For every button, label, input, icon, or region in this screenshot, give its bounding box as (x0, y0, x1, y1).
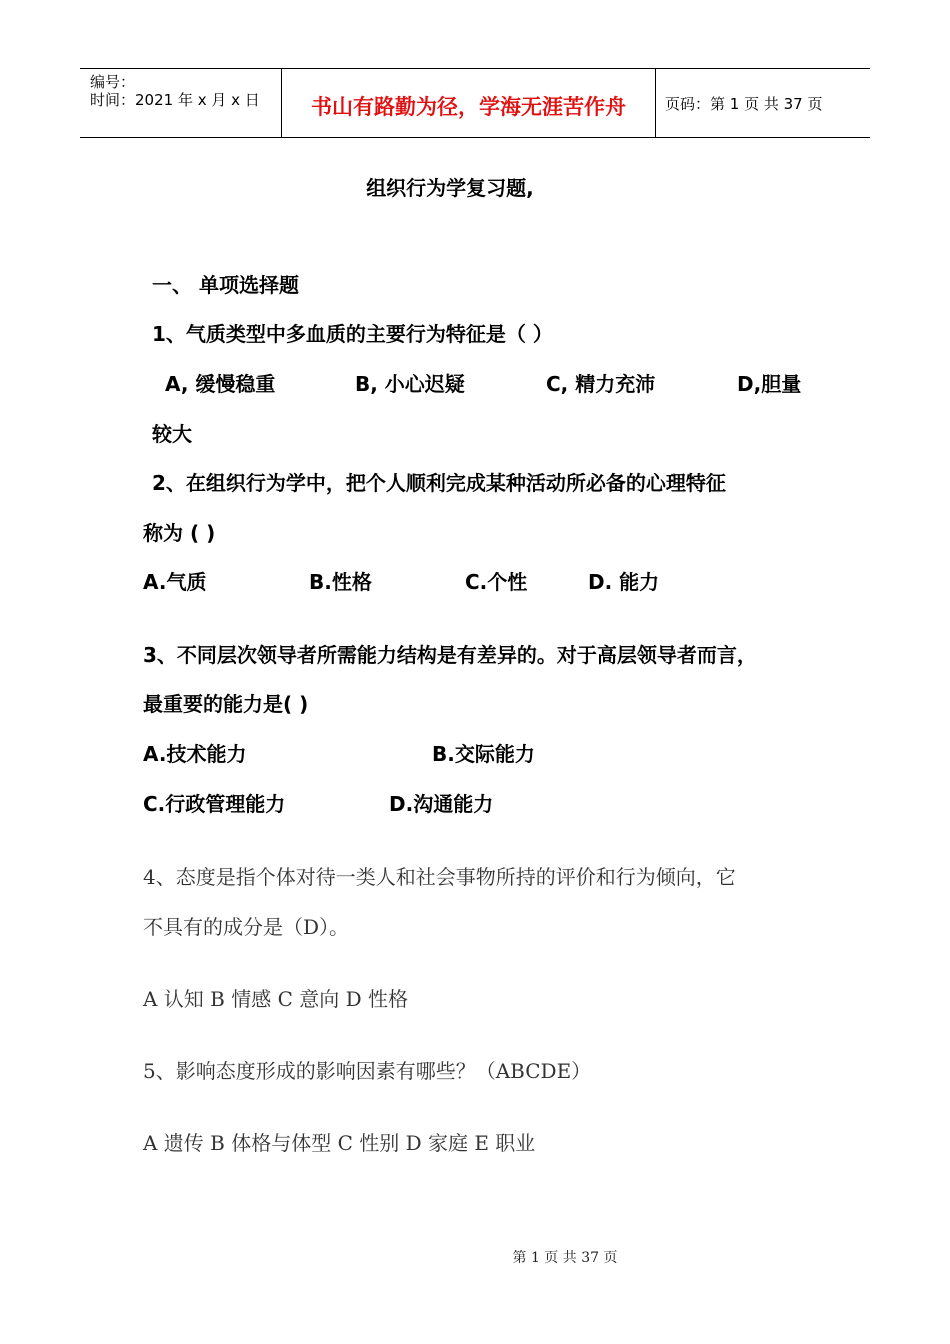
q2-option-b: B.性格 (309, 570, 372, 594)
document-title: 组织行为学复习题, (366, 176, 534, 200)
header-page-cell (655, 69, 870, 137)
q4-stem-line2: 不具有的成分是（D）。 (143, 915, 350, 939)
q3-option-d: D.沟通能力 (389, 792, 494, 816)
motto-text: 书山有路勤为径，学海无涯苦作舟 (311, 95, 626, 119)
header-motto-cell (281, 69, 656, 137)
q3-option-a: A.技术能力 (143, 742, 247, 766)
q1-option-b: B, 小心迟疑 (355, 372, 465, 396)
q5-options: A 遗传 B 体格与体型 C 性别 D 家庭 E 职业 (143, 1131, 536, 1155)
q1-option-d: D,胆量 (737, 372, 802, 396)
q1-option-a: A, 缓慢稳重 (165, 372, 276, 396)
date-label: 时间：2021 年 x 月 x 日 (90, 91, 260, 109)
page-header (80, 68, 870, 138)
page-info: 页码：第 1 页 共 37 页 (665, 95, 823, 113)
q5-stem: 5、影响态度形成的影响因素有哪些？（ABCDE） (143, 1059, 592, 1083)
q4-options: A 认知 B 情感 C 意向 D 性格 (143, 987, 408, 1011)
q2-option-c: C.个性 (465, 570, 528, 594)
q2-stem-line2: 称为 ( ) (143, 521, 216, 545)
q3-option-b: B.交际能力 (432, 742, 535, 766)
q3-option-c: C.行政管理能力 (143, 792, 286, 816)
section-heading: 一、 单项选择题 (152, 273, 299, 297)
q3-stem-line2: 最重要的能力是( ) (143, 692, 309, 716)
q1-stem: 1、气质类型中多血质的主要行为特征是（ ） (152, 322, 553, 346)
number-label: 编号： (90, 73, 136, 91)
q2-stem-line1: 2、在组织行为学中，把个人顺利完成某种活动所必备的心理特征 (152, 471, 726, 495)
header-meta-cell (80, 69, 281, 137)
q1-option-d-wrap: 较大 (152, 422, 192, 446)
q3-stem-line1: 3、不同层次领导者所需能力结构是有差异的。对于高层领导者而言， (143, 643, 757, 667)
q4-stem-line1: 4、态度是指个体对待一类人和社会事物所持的评价和行为倾向，它 (143, 865, 736, 889)
q2-option-a: A.气质 (143, 570, 207, 594)
q2-option-d: D. 能力 (588, 570, 660, 594)
page-footer: 第 1 页 共 37 页 (512, 1250, 618, 1266)
q1-option-c: C, 精力充沛 (546, 372, 656, 396)
